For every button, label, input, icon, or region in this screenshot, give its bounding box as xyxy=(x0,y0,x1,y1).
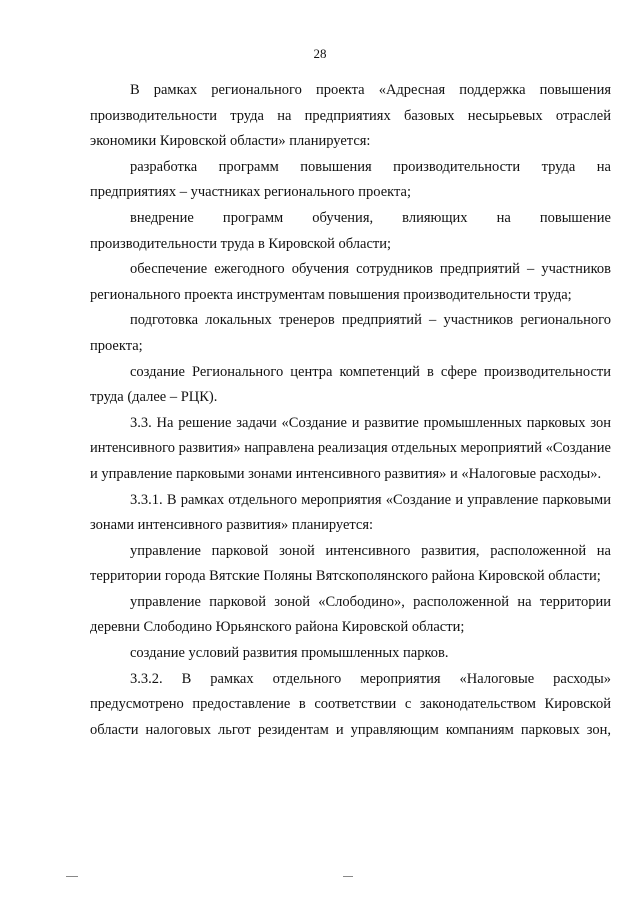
scan-mark-center xyxy=(343,876,353,877)
paragraph-section-3-3-1: 3.3.1. В рамках отдельного мероприятия «Создание и управление парковыми зонами интенсивного развития» планируется: xyxy=(90,491,611,534)
paragraph-slobodino-zone: управление парковой зоной «Слободино», расположенной на территории деревни Слободино Юрьянского района Кировской области; xyxy=(90,593,611,636)
paragraph-section-3-3-2: 3.3.2. В рамках отдельного мероприятия «Налоговые расходы» предусмотрено предоставление в соответствии с законодательством Кировской области налоговых льгот резидентам и управляющим компаниям парковых зон, xyxy=(90,670,611,738)
paragraph-program-development: разработка программ повышения производительности труда на предприятиях – участниках регионального проекта; xyxy=(90,158,611,201)
paragraph-section-3-3: 3.3. На решение задачи «Создание и развитие промышленных парковых зон интенсивного развития» направлена реализация отдельных мероприятий «Создание и управление парковыми зонами интенсивного развития» и «Налоговые расходы». xyxy=(90,414,611,482)
paragraph-training-programs: внедрение программ обучения, влияющих на повышение производительности труда в Кировской области; xyxy=(90,209,611,252)
paragraph-regional-project-intro: В рамках регионального проекта «Адресная поддержка повышения производительности труда на предприятиях базовых несырьевых отраслей экономики Кировской области» планируется: xyxy=(90,82,611,150)
paragraph-industrial-parks-conditions: создание условий развития промышленных парков. xyxy=(130,645,449,662)
paragraph-local-trainers: подготовка локальных тренеров предприятий – участников регионального проекта; xyxy=(90,312,611,354)
paragraph-vyatskie-polyany-zone: управление парковой зоной интенсивного развития, расположенной на территории города Вятские Поляны Вятскополянского района Кировской области; xyxy=(90,542,611,585)
paragraph-annual-training: обеспечение ежегодного обучения сотрудников предприятий – участников регионального проекта инструментам повышения производительности труда; xyxy=(90,261,611,303)
page-number: 28 xyxy=(313,46,327,61)
scan-mark-left xyxy=(66,876,78,877)
document-body xyxy=(90,78,611,743)
paragraph-competence-center: создание Регионального центра компетенций в сфере производительности труда (далее – РЦК). xyxy=(90,363,611,406)
